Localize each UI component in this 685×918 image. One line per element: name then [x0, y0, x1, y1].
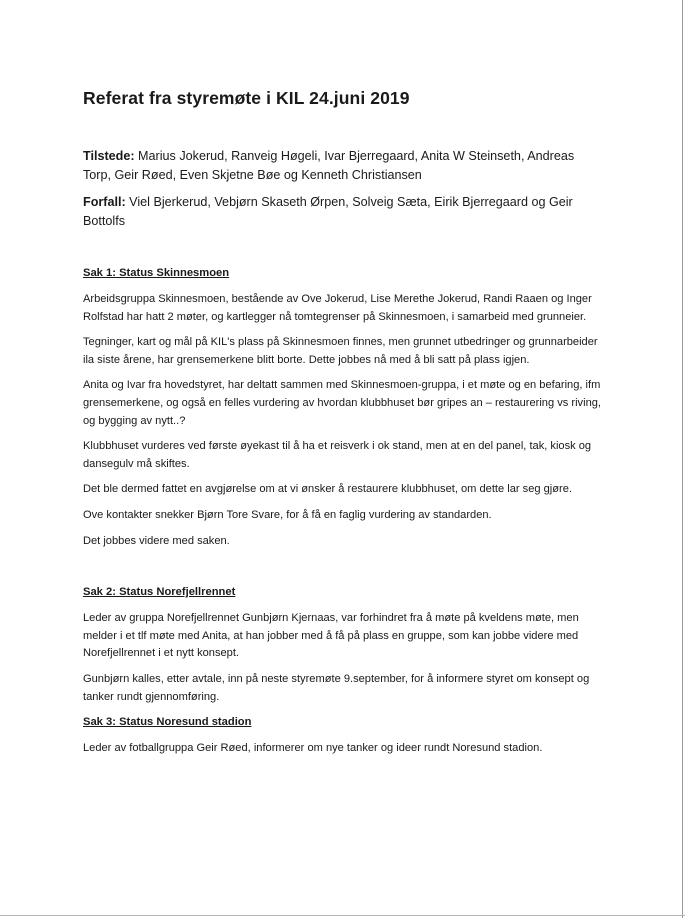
absent-names: Viel Bjerkerud, Vebjørn Skaseth Ørpen, Solveig Sæta, Eirik Bjerregaard og Geir Bottolfs [83, 195, 573, 228]
paragraph: Leder av fotballgruppa Geir Røed, informerer om nye tanker og ideer rundt Noresund stadion. [83, 742, 543, 755]
paragraph: Ove kontakter snekker Bjørn Tore Svare, for å få en faglig vurdering av standarden. [83, 508, 492, 521]
page-edge-bottom [0, 915, 685, 916]
paragraph: Anita og Ivar fra hovedstyret, har deltatt sammen med Skinnesmoen-gruppa, i et møte og en befaring, ifm grensemerkene, og også en felles vurdering av hvordan klubbhuset bør gripes an – restaurering vs riving, og bygging av nytt..? [83, 379, 601, 427]
paragraph: Leder av gruppa Norefjellrennet Gunbjørn Kjernaas, var forhindret fra å møte på kveldens møte, men melder i et tlf møte med Anita, at han jobber med å få på plass en gruppe, som kan jobbe videre med Norefjellrennet i et nytt konsept. [83, 612, 579, 660]
paragraph: Gunbjørn kalles, etter avtale, inn på neste styremøte 9.september, for å informere styret om konsept og tanker rundt gjennomføring. [83, 672, 590, 703]
present-line [83, 147, 603, 185]
paragraph: Det jobbes videre med saken. [83, 534, 230, 547]
absent-label: Forfall: [83, 195, 126, 209]
paragraph: Tegninger, kart og mål på KIL's plass på Skinnesmoen finnes, men grunnet utbedringer og grunnarbeider ila siste årene, har grensemerkene blitt borte. Dette jobbes nå med å bli satt på plass igjen. [83, 336, 598, 366]
section-2 [83, 584, 603, 706]
document-title: Referat fra styremøte i KIL 24.juni 2019 [83, 88, 410, 108]
page-edge-right [682, 0, 683, 918]
section-heading: Sak 3: Status Noresund stadion [83, 716, 252, 729]
paragraph: Arbeidsgruppa Skinnesmoen, bestående av Ove Jokerud, Lise Merethe Jokerud, Randi Raaen og Inger Rolfstad har hatt 2 møter, og kartlegger nå tomtegrenser på Skinnesmoen, i samarbeid med grunneier. [83, 293, 592, 323]
present-label: Tilstede: [83, 149, 135, 163]
present-names: Marius Jokerud, Ranveig Høgeli, Ivar Bjerregaard, Anita W Steinseth, Andreas Torp, Geir Røed, Even Skjetne Bøe og Kenneth Christiansen [83, 149, 575, 182]
paragraph: Det ble dermed fattet en avgjørelse om at vi ønsker å restaurere klubbhuset, om dette lar seg gjøre. [83, 483, 572, 496]
paragraph: Klubbhuset vurderes ved første øyekast til å ha et reisverk i ok stand, men at en del panel, tak, kiosk og dansegulv må skiftes. [83, 440, 592, 470]
document-body [83, 88, 603, 766]
absent-line [83, 193, 603, 231]
section-heading: Sak 2: Status Norefjellrennet [83, 586, 236, 599]
section-heading: Sak 1: Status Skinnesmoen [83, 267, 230, 279]
section-3 [83, 714, 603, 758]
section-1 [83, 265, 603, 550]
